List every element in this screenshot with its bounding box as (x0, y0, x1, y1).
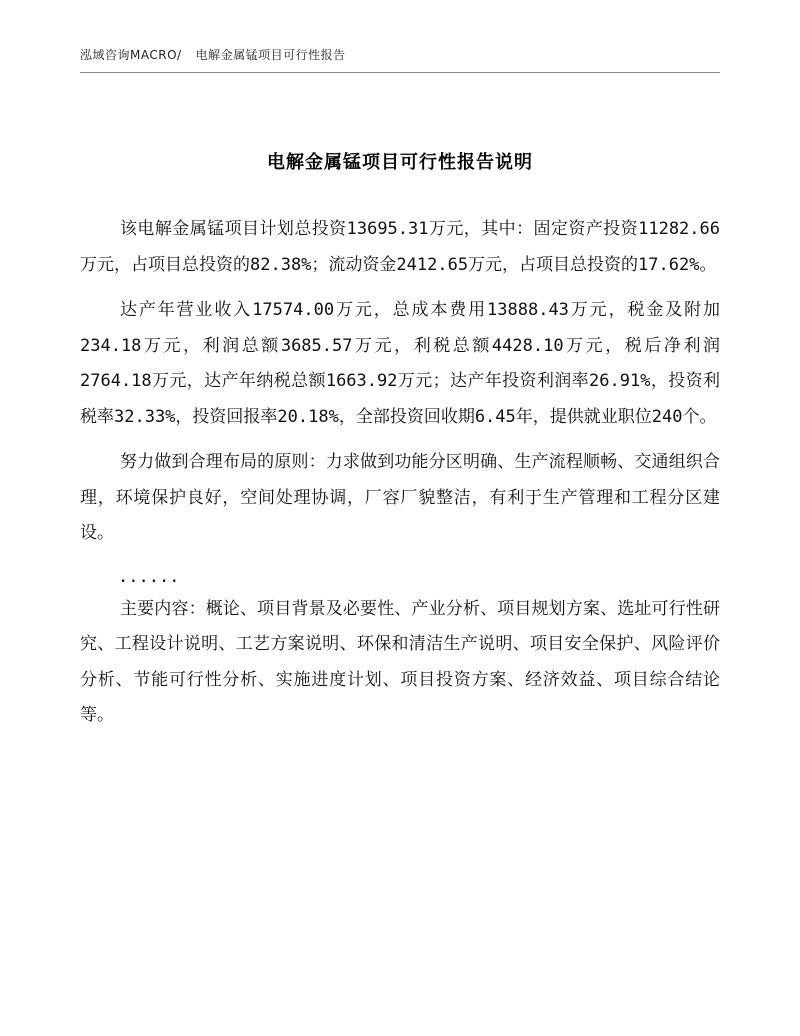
header-doc-name: 电解金属锰项目可行性报告 (195, 48, 346, 62)
header-source: 泓域咨询MACRO/ (80, 48, 182, 62)
paragraph-layout-principle: 努力做到合理布局的原则：力求做到功能分区明确、生产流程顺畅、交通组织合理，环境保护良好，空间处理协调，厂容厂貌整洁，有利于生产管理和工程分区建设。 (80, 452, 720, 543)
document-title: 电解金属锰项目可行性报告说明 (267, 152, 533, 173)
running-header (80, 46, 346, 63)
document-body (80, 212, 720, 744)
paragraph-investment: 该电解金属锰项目计划总投资13695.31万元，其中：固定资产投资11282.66万元，占项目总投资的82.38%；流动资金2412.65万元，占项目总投资的17.62%。 (80, 219, 720, 275)
paragraph-financials: 达产年营业收入17574.00万元，总成本费用13888.43万元，税金及附加234.18万元，利润总额3685.57万元，利税总额4428.10万元，税后净利润2764.18万元，达产年纳税总额1663.92万元；达产年投资利润率26.91%，投资利税率32.33%，投资回报率20.18%，全部投资回收期6.45年，提供就业职位240个。 (80, 300, 720, 427)
header-divider (80, 72, 720, 73)
ellipsis: ...... (118, 566, 180, 587)
paragraph-summary: 主要内容：概论、项目背景及必要性、产业分析、项目规划方案、选址可行性研究、工程设计说明、工艺方案说明、环保和清洁生产说明、项目安全保护、风险评价分析、节能可行性分析、实施进度计划、项目投资方案、经济效益、项目综合结论等。 (80, 598, 720, 725)
